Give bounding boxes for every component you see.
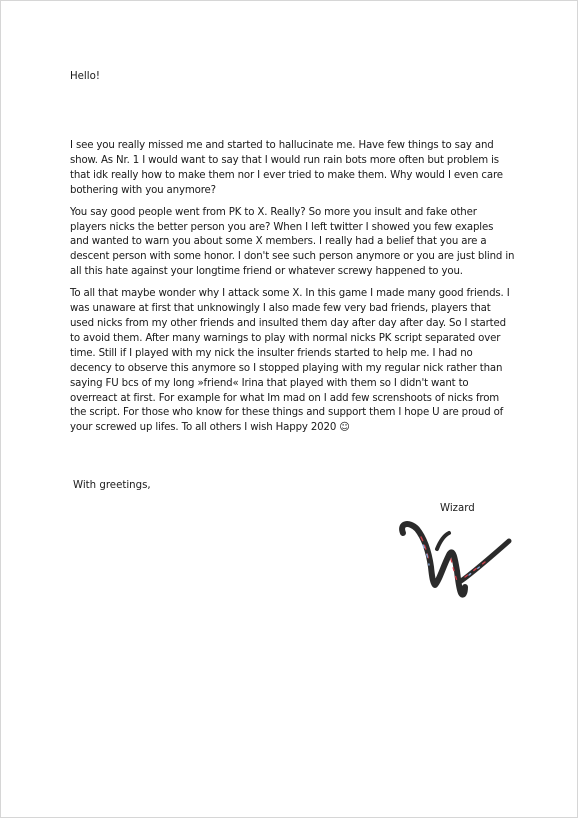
paragraph-1: I see you really missed me and started to hallucinate me. Have few things to say and show. As Nr. 1 I would want to say that I would run rain bots more often but problem is that idk really how to make them nor I ever tried to make them. Why would I even care bothering with you anymore? [70, 140, 503, 196]
letter-body [70, 139, 515, 443]
paragraph-2: You say good people went from PK to X. Really? So more you insult and fake other players nicks the better person you are? When I left twitter I showed you few exaples and wanted to warn you about some X members. I really had a belief that you are a descent person with some honor. I don't see such person anymore or you are just blind in all this hate against your longtime friend or whatever screwy happened to you. [70, 206, 515, 278]
paragraph-3: To all that maybe wonder why I attack some X. In this game I made many good friends. I was unaware at first that unknowingly I also made few very bad friends, players that used nicks from my other friends and insulted them day after day after day. So I started to avoid them. After many warnings to play with normal nicks PK script separated over time. Still if I played with my nick the insulter friends started to help me. I had no decency to observe this anymore so I stopped playing with my regular nick rather than saying FU bcs of my long »friend« Irina that played with them so I didn't want to overreact at first. For example for what Im mad on I add few screnshoots of nicks from the script. For those who know for these things and support them I hope U are proud of your screwed up lifes. To all others I wish Happy 2020 ☺ [70, 288, 510, 434]
signer-name: Wizard [440, 503, 475, 514]
handwritten-signature [395, 519, 517, 603]
letter-greeting: Hello! [70, 71, 100, 82]
letter-closing: With greetings, [73, 480, 151, 491]
